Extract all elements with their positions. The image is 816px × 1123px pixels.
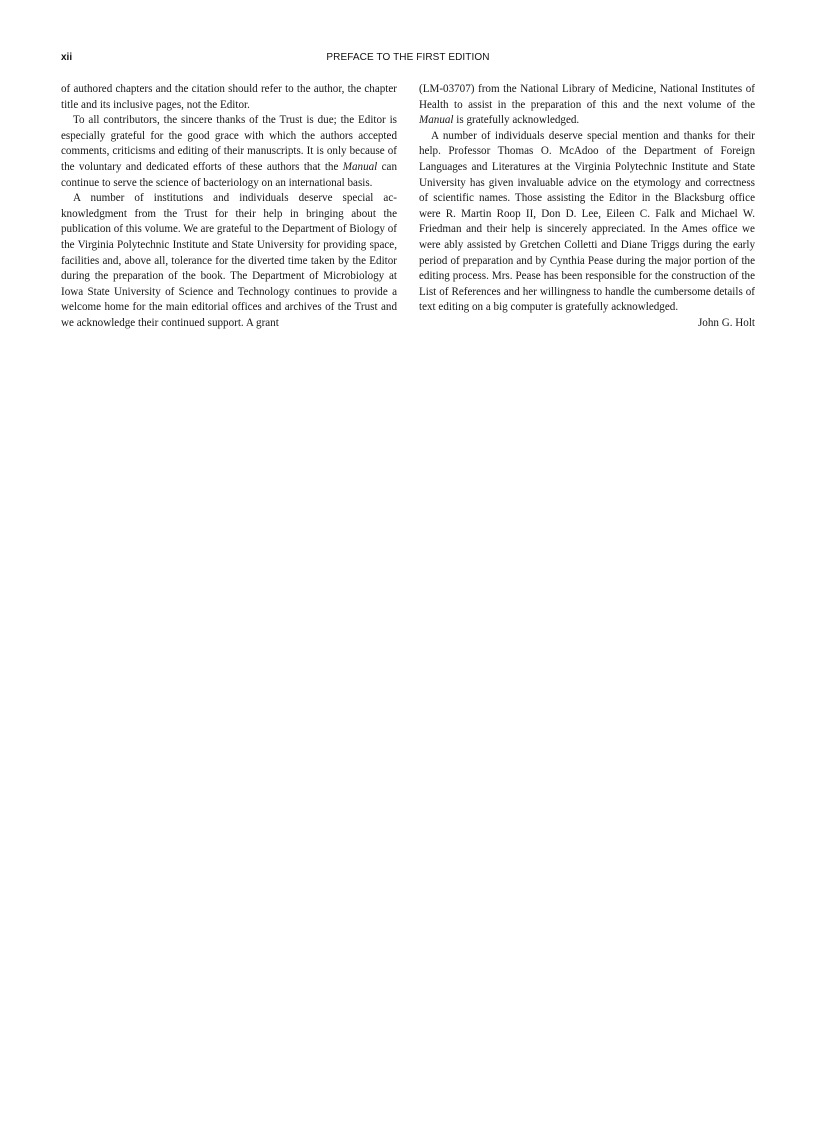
signature: John G. Holt — [697, 316, 755, 329]
manual-title-italic: Manual — [342, 160, 378, 173]
left-column — [61, 82, 397, 332]
running-head — [61, 52, 755, 68]
running-title: PREFACE TO THE FIRST EDITION — [326, 52, 490, 63]
right-column — [419, 82, 755, 332]
paragraph-citation-note: of authored chapters and the citation should refer to the author, the chapter title and its inclusive pages, not the Editor. — [61, 83, 397, 111]
paragraph-grant: (LM-03707) from the National Library of Medicine, National Institutes of Health to assist in the preparation of this and the next volume of the Manual is gratefully acknowledged. — [419, 83, 755, 127]
page-number: xii — [61, 52, 73, 63]
paragraph-individuals: A number of individuals deserve special mention and thanks for their help. Professor Thomas O. McAdoo of the Department of Foreign Languages and Literatures at the Virginia Polytechnic Institute and State University has given invaluable advice on the etymology and correctness of scientific names. Those assisting the Editor in the Blacksburg office were R. Martin Roop II, Don D. Lee, Eileen C. Falk and Michael W. Friedman and their help is sincerely appreciated. In the Ames office we were ably assisted by Gretchen Colletti and Diane Triggs during the early period of preparation and by Cynthia Pease during the major portion of the editing process. Mrs. Pease has been responsible for the construction of the List of References and her willingness to handle the cumbersome details of text editing on a big computer is gratefully acknowledged. — [419, 129, 755, 314]
manual-title-italic: Manual — [419, 114, 454, 127]
paragraph-institutions: A number of institutions and individuals deserve special acknowledgment from the Trust for their help in bringing about the publication of this volume. We are grateful to the Department of Biology of the Virginia Polytechnic Institute and State University for providing space, facilities and, above all, tolerance for the diverted time taken by the Editor during the preparation of the book. The Department of Microbiology at Iowa State University of Science and Technology continues to provide a welcome home for the main editorial offices and archives of the Trust and we acknowledge their continued support. A grant — [61, 192, 397, 329]
paragraph-thanks-contributors: To all contributors, the sincere thanks of the Trust is due; the Editor is especially grateful for the good grace with which the authors accepted comments, criticisms and editing of their manuscripts. It is only because of the voluntary and dedicated efforts of these authors that the Manual can continue to serve the science of bacteriology on an international basis. — [61, 114, 397, 189]
